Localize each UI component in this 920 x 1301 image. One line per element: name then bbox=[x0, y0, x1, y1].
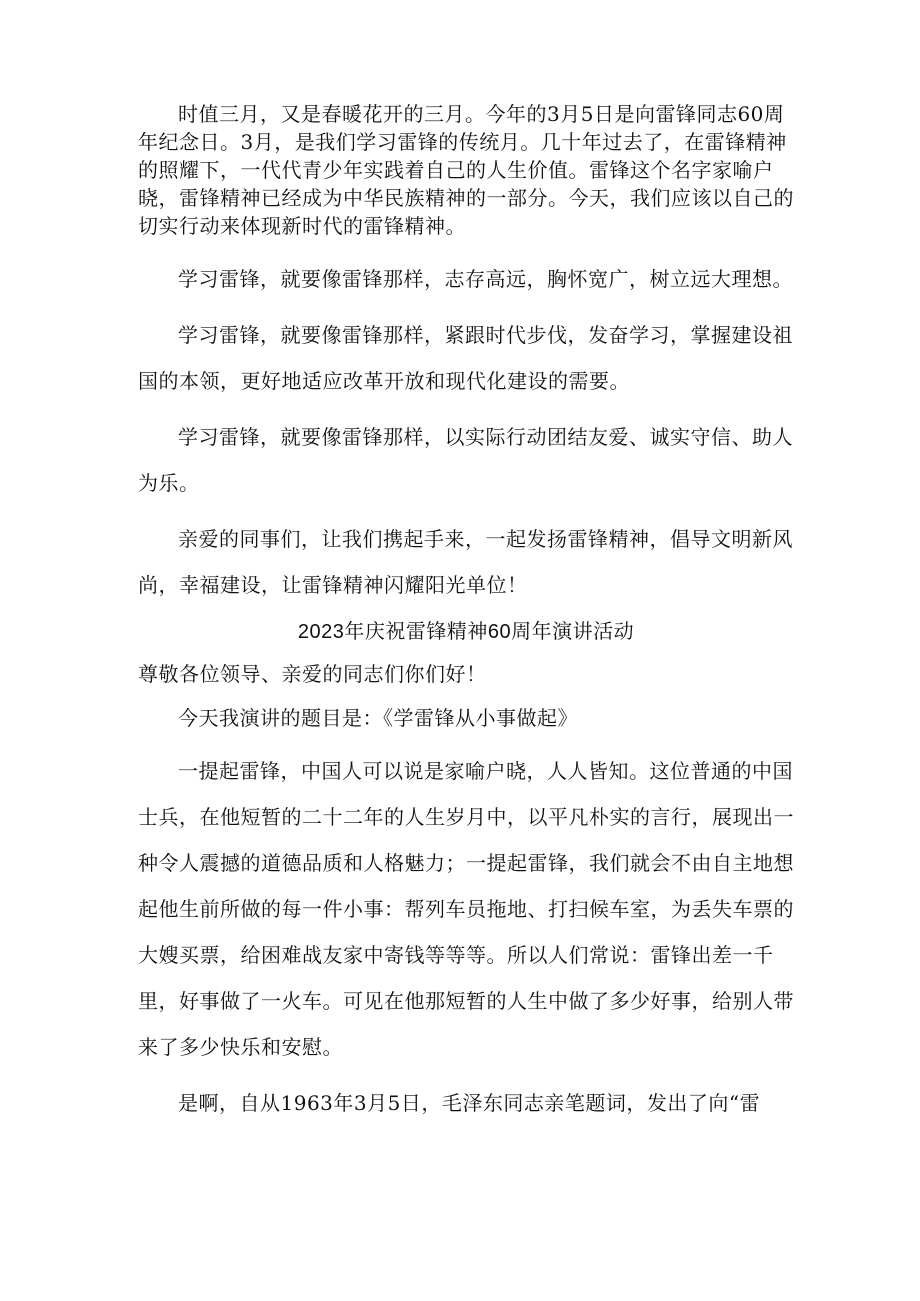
paragraph-lei-feng-deeds: 一提起雷锋，中国人可以说是家喻户晓，人人皆知。这位普通的中国士兵，在他短暂的二十二年的人生岁月中，以平凡朴实的言行，展现出一种令人震撼的道德品质和人格魅力；一提起雷锋，我们就会不由自主地想起他生前所做的每一件小事：帮列车员拖地、打扫候车室，为丢失车票的大嫂买票，给困难战友家中寄钱等等等。所以人们常说：雷锋出差一千里，好事做了一火车。可见在他那短暂的人生中做了多少好事，给别人带来了多少快乐和安慰。 bbox=[138, 759, 794, 1059]
speech-topic: 今天我演讲的题目是：《学雷锋从小事做起》 bbox=[178, 706, 578, 730]
paragraph-study: 学习雷锋，就要像雷锋那样，紧跟时代步伐，发奋学习，掌握建设祖国的本领，更好地适应改革开放和现代化建设的需要。 bbox=[138, 323, 793, 393]
document-body bbox=[138, 100, 794, 1136]
paragraph-1963: 是啊，自从1963年3月5日，毛泽东同志亲笔题词，发出了向“雷 bbox=[178, 1091, 761, 1115]
paragraph-unity: 学习雷锋，就要像雷锋那样，以实际行动团结友爱、诚实守信、助人为乐。 bbox=[138, 425, 793, 495]
speech-title: 2023年庆祝雷锋精神60周年演讲活动 bbox=[297, 621, 635, 643]
paragraph-ideals: 学习雷锋，就要像雷锋那样，志存高远，胸怀宽广，树立远大理想。 bbox=[178, 267, 793, 291]
paragraph-call-to-action: 亲爱的同事们，让我们携起手来，一起发扬雷锋精神，倡导文明新风尚，幸福建设，让雷锋精神闪耀阳光单位！ bbox=[138, 527, 793, 597]
speech-greeting: 尊敬各位领导、亲爱的同志们你们好！ bbox=[138, 662, 487, 686]
paragraph-intro: 时值三月，又是春暖花开的三月。今年的3月5日是向雷锋同志60周年纪念日。3月，是我们学习雷锋的传统月。几十年过去了，在雷锋精神的照耀下，一代代青少年实践着自己的人生价值。雷锋这个名字家喻户晓，雷锋精神已经成为中华民族精神的一部分。今天，我们应该以自己的切实行动来体现新时代的雷锋精神。 bbox=[138, 102, 794, 238]
